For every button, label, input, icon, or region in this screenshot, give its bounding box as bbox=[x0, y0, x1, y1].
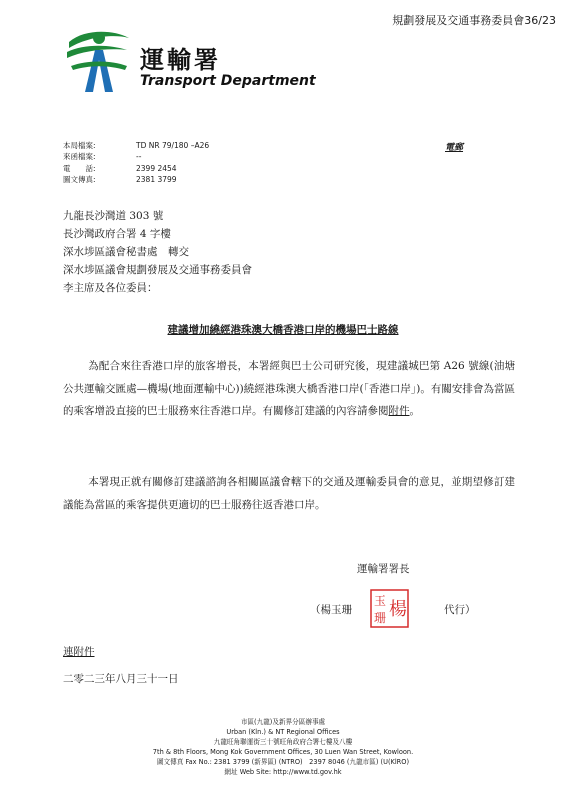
salutation: 李主席及各位委員： bbox=[63, 282, 158, 294]
address-line: 深水埗區議會規劃發展及交通事務委員會 bbox=[63, 264, 252, 276]
reference-label: 來函檔案: bbox=[63, 152, 96, 162]
recipient-address bbox=[63, 207, 252, 279]
paragraph-text: 為配合來往香港口岸的旅客增長，本署經與巴士公司研究後，現建議城巴第 A26 號線(油塘公共運輸交匯處—機場(地面運輸中心))繞經港珠澳大橋香港口岸(「香港口岸」)。有關安排會為當區的乘客增設直接的巴士服務來往香港口岸。有關修訂建議的內容請參閱 bbox=[63, 360, 515, 417]
address-line: 深水埗區議會秘書處 轉交 bbox=[63, 246, 189, 258]
footer-line: 7th & 8th Floors, Mong Kok Government Offices, 30 Luen Wan Street, Kowloon. bbox=[152, 748, 414, 756]
reference-value: TD NR 79/180 –A26 bbox=[136, 141, 210, 150]
address-line: 長沙灣政府合署 4 字樓 bbox=[63, 228, 171, 240]
reference-row bbox=[63, 163, 336, 174]
footer-line: Urban (Kln.) & NT Regional Offices bbox=[226, 728, 340, 736]
transport-department-logo-icon bbox=[65, 30, 133, 94]
svg-text:楊: 楊 bbox=[389, 599, 407, 620]
reference-label: 圖文傳真: bbox=[63, 174, 96, 184]
footer-line: 網址 Web Site: http://www.td.gov.hk bbox=[224, 768, 342, 776]
letter-footer bbox=[0, 717, 566, 777]
reference-row bbox=[63, 151, 336, 162]
paragraph-end: 。 bbox=[409, 405, 420, 417]
svg-text:珊: 珊 bbox=[373, 611, 387, 625]
svg-text:玉: 玉 bbox=[373, 594, 387, 608]
annex-link[interactable]: 附件 bbox=[388, 405, 410, 417]
signature-seal bbox=[370, 589, 409, 628]
footer-line: 九龍旺角聯運街三十號旺角政府合署七樓及八樓 bbox=[213, 738, 353, 746]
reference-row bbox=[63, 140, 336, 151]
org-name-chinese: 運輸署 bbox=[140, 46, 221, 74]
committee-paper-number: 規劃發展及交通事務委員會36/23 bbox=[392, 14, 556, 27]
signatory-title: 運輸署署長 bbox=[357, 563, 410, 575]
footer-line: 市區(九龍)及新界分區辦事處 bbox=[240, 718, 326, 726]
reference-row bbox=[63, 174, 336, 185]
signatory-for: 代行） bbox=[444, 604, 476, 616]
reference-value: -- bbox=[136, 152, 142, 162]
reference-label: 電 話: bbox=[63, 163, 96, 173]
reference-label: 本局檔案: bbox=[63, 141, 96, 150]
letter-subject: 建議增加繞經港珠澳大橋香港口岸的機場巴士路線 bbox=[167, 324, 399, 336]
reference-block bbox=[63, 140, 336, 185]
enclosure-note: 連附件 bbox=[63, 646, 95, 658]
reference-value: 2399 2454 bbox=[136, 163, 177, 173]
letter-date: 二零二三年八月三十一日 bbox=[63, 673, 179, 685]
body-paragraph: 本署現正就有關修訂建議諮詢各相關區議會轄下的交通及運輸委員會的意見，並期望修訂建議能為當區的乘客提供更適切的巴士服務往返香港口岸。 bbox=[63, 476, 515, 511]
org-name-english: Transport Department bbox=[140, 73, 316, 89]
body-paragraph bbox=[63, 355, 515, 423]
address-line: 九龍長沙灣道 303 號 bbox=[63, 210, 164, 222]
reference-value: 2381 3799 bbox=[136, 174, 177, 184]
signatory-name: （楊玉珊 bbox=[310, 604, 352, 616]
footer-line: 圖文傳真 Fax No.: 2381 3799 (新界區) (NTRO) 2397 8046 (九龍市區) (U(KlRO) bbox=[156, 758, 410, 766]
delivery-method: 電郵 bbox=[445, 143, 464, 153]
